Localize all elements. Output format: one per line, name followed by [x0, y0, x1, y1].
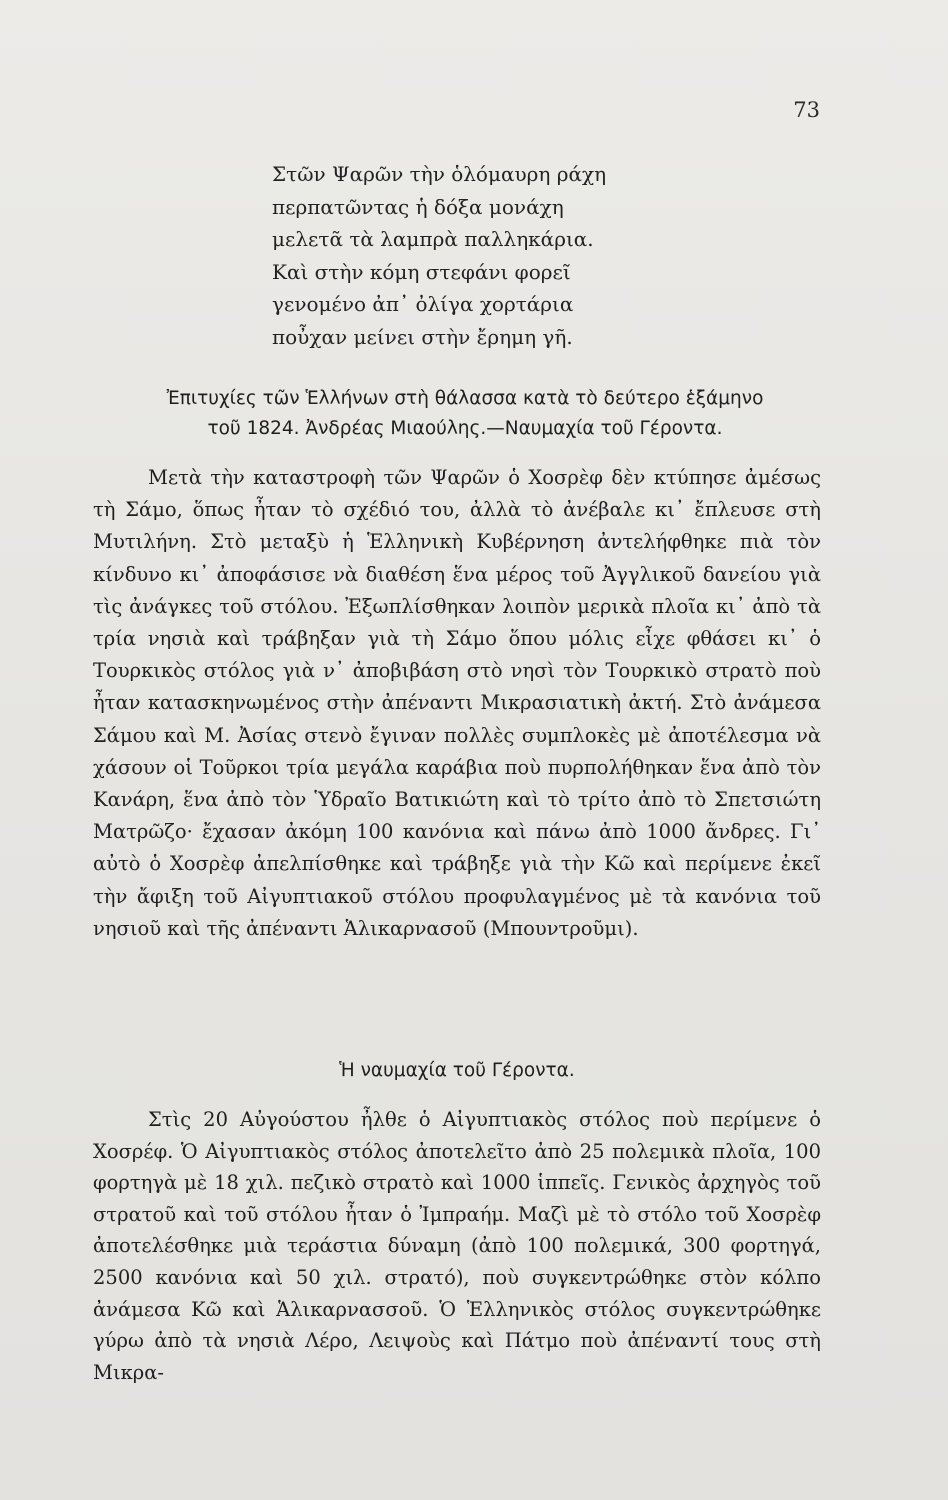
body-paragraph: Στὶς 20 Αὐγούστου ἦλθε ὁ Αἰγυπτιακὸς στόλος ποὺ περίμενε ὁ Χοσρέφ. Ὁ Αἰγυπτιακὸς στόλος ἀποτελεῖτο ἀπὸ 25 πολεμικὰ πλοῖα, 100 φορτηγὰ μὲ 18 χιλ. πεζικὸ στρατὸ καὶ 1000 ἱππεῖς. Γενικὸς ἀρχηγὸς τοῦ στρατοῦ καὶ τοῦ στόλου ἦταν ὁ Ἰμπραήμ. Μαζὶ μὲ τὸ στόλο τοῦ Χοσρὲφ ἀποτελέσθηκε μιὰ τεράστια δύναμη (ἀπὸ 100 πολεμικά, 300 φορτηγά, 2500 κανόνια καὶ 50 χιλ. στρατό), ποὺ συγκεντρώθηκε στὸν κόλπο ἀνάμεσα Κῶ καὶ Ἁλικαρνασσοῦ. Ὁ Ἑλληνικὸς στόλος συγκεντρώθηκε γύρω ἀπὸ τὰ νησιὰ Λέρο, Λειψοὺς καὶ Πάτμο ποὺ ἀπέναντί τους στὴ Μικρα- — [93, 1108, 821, 1384]
sub-heading: Ἡ ναυμαχία τοῦ Γέροντα. — [339, 1060, 575, 1081]
poem-line: Καὶ στὴν κόμη στεφάνι φορεῖ — [272, 259, 571, 284]
section-heading-line: Ἐπιτυχίες τῶν Ἑλλήνων στὴ θάλασσα κατὰ τὸ δεύτερο ἑξάμηνο — [166, 388, 764, 409]
poem-line: ποὖχαν μείνει στὴν ἔρημη γῆ. — [272, 324, 573, 349]
section-heading-line: τοῦ 1824. Ἀνδρέας Μιαούλης.—Ναυμαχία τοῦ Γέροντα. — [207, 418, 723, 439]
poem-line: Στῶν Ψαρῶν τὴν ὁλόμαυρη ράχη — [272, 162, 607, 186]
poem-stanza — [272, 158, 606, 354]
page-number: 73 — [793, 98, 820, 122]
section-heading — [108, 384, 822, 444]
poem-line: μελετᾶ τὰ λαμπρὰ παλληκάρια. — [272, 227, 594, 252]
body-paragraph: Μετὰ τὴν καταστροφὴ τῶν Ψαρῶν ὁ Χοσρὲφ δὲν κτύπησε ἀμέσως τὴ Σάμο, ὅπως ἦταν τὸ σχέδιό του, ἀλλὰ τὸ ἀνέβαλε κι᾽ ἔπλευσε στὴ Μυτιλήνη. Στὸ μεταξὺ ἡ Ἑλληνικὴ Κυβέρνηση ἀντελήφθηκε πιὰ τὸν κίνδυνο κι᾽ ἀποφάσισε νὰ διαθέση ἕνα μέρος τοῦ Ἀγγλικοῦ δανείου γιὰ τὶς ἀνάγκες τοῦ στόλου. Ἐξωπλίσθηκαν λοιπὸν μερικὰ πλοῖα κι᾽ ἀπὸ τὰ τρία νησιὰ καὶ τράβηξαν γιὰ τὴ Σάμο ὅπου μόλις εἶχε φθάσει κι᾽ ὁ Τουρκικὸς στόλος γιὰ ν᾽ ἀποβιβάση στὸ νησὶ τὸν Τουρκικὸ στρατὸ ποὺ ἦταν κατασκηνωμένος στὴν ἀπέναντι Μικρασιατικὴ ἀκτή. Στὸ ἀνάμεσα Σάμου καὶ Μ. Ἀσίας στενὸ ἔγιναν πολλὲς συμπλοκὲς μὲ ἀποτέλεσμα νὰ χάσουν οἱ Τοῦρκοι τρία μεγάλα καράβια ποὺ πυρπολήθηκαν ἕνα ἀπὸ τὸν Κανάρη, ἕνα ἀπὸ τὸν Ὑδραῖο Βατικιώτη καὶ τὸ τρίτο ἀπὸ τὸ Σπετσιώτη Ματρῶζο· ἔχασαν ἀκόμη 100 κανόνια καὶ πάνω ἀπὸ 1000 ἄνδρες. Γι᾽ αὐτὸ ὁ Χοσρὲφ ἀπελπίσθηκε καὶ τράβηξε γιὰ τὴν Κῶ καὶ περίμενε ἐκεῖ τὴν ἄφιξη τοῦ Αἰγυπτιακοῦ στόλου προφυλαγμένος μὲ τὰ κανόνια τοῦ νησιοῦ καὶ τῆς ἀπέναντι Ἁλικαρνασοῦ (Μπουντροῦμι). — [93, 466, 821, 940]
poem-line: περπατῶντας ἡ δόξα μονάχη — [272, 194, 564, 219]
poem-line: γενομένο ἀπ᾽ ὀλίγα χορτάρια — [272, 292, 574, 317]
